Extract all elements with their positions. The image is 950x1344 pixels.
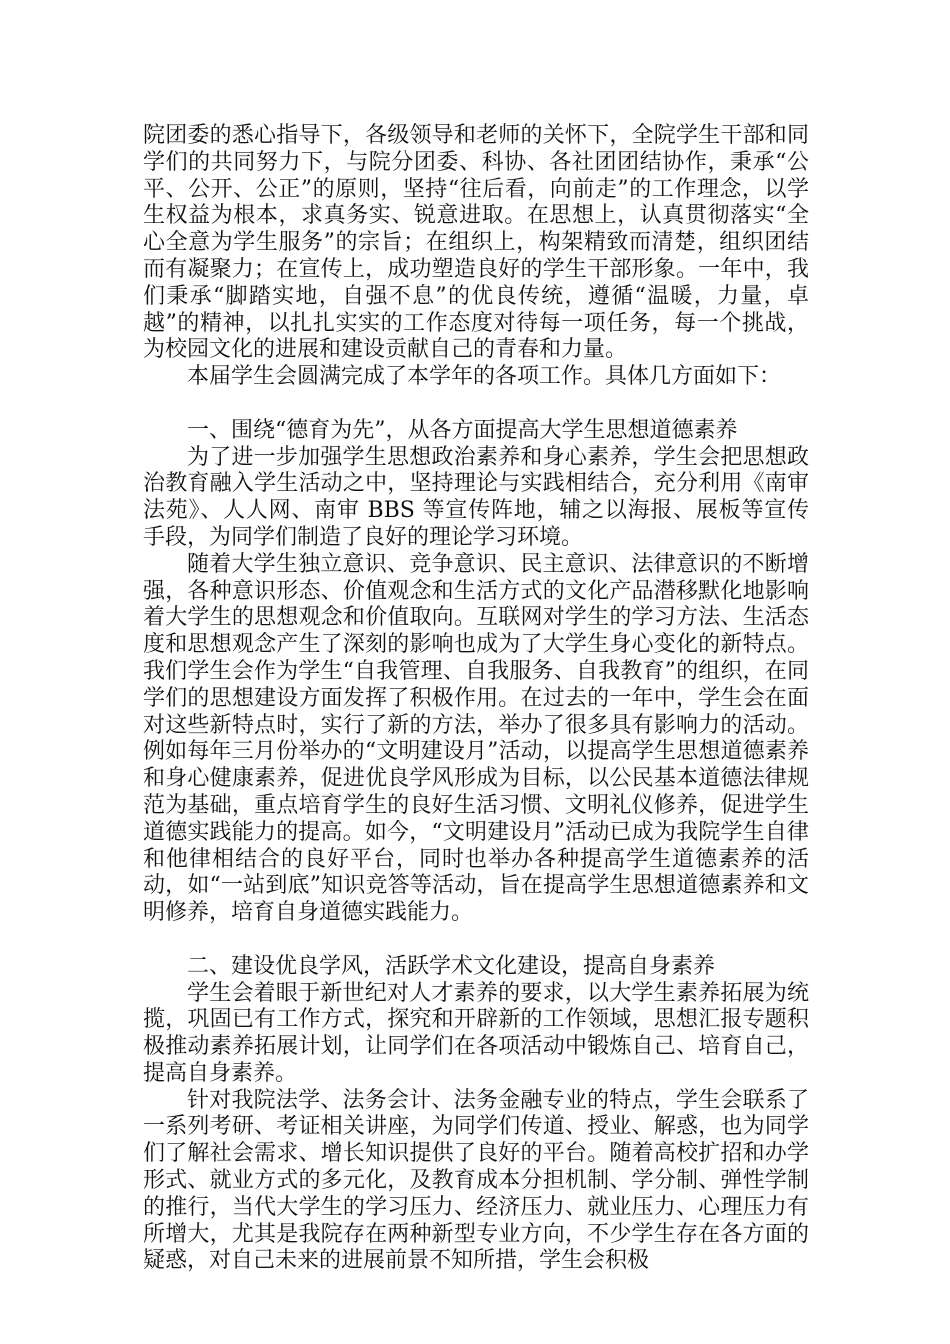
section-heading-2: 二、建设优良学风，活跃学术文化建设，提高自身素养 <box>187 953 716 979</box>
paragraph-intro-continued: 院团委的悉心指导下，各级领导和老师的关怀下，全院学生干部和同学们的共同努力下，与院分团委、科协、各社团团结协作，秉承“公平、公开、公正”的原则，坚持“往后看，向前走”的工作理念，以学生权益为根本，求真务实、锐意进取。在思想上，认真贯彻落实“全心全意为学生服务”的宗旨；在组织上，构架精致而清楚，组织团结而有凝聚力；在宣传上，成功塑造良好的学生干部形象。一年中，我们秉承“脚踏实地，自强不息”的优良传统，遵循“温暖，力量，卓越”的精神，以扎扎实实的工作态度对待每一项任务，每一个挑战，为校园文化的进展和建设贡献自己的青春和力量。 <box>143 123 809 363</box>
paragraph-summary: 本届学生会圆满完成了本学年的各项工作。具体几方面如下： <box>187 364 782 390</box>
section-heading-1: 一、围绕“德育为先”，从各方面提高大学生思想道德素养 <box>187 417 738 443</box>
blank-line <box>143 927 809 954</box>
paragraph-section1-b: 随着大学生独立意识、竞争意识、民主意识、法律意识的不断增强，各种意识形态、价值观念和生活方式的文化产品潜移默化地影响着大学生的思想观念和价值取向。互联网对学生的学习方法、生活态度和思想观念产生了深刻的影响也成为了大学生身心变化的新特点。我们学生会作为学生“自我管理、自我服务、自我教育”的组织，在同学们的思想建设方面发挥了积极作用。在过去的一年中，学生会在面对这些新特点时，实行了新的方法，举办了很多具有影响力的活动。例如每年三月份举办的“文明建设月”活动，以提高学生思想道德素养和身心健康素养，促进优良学风形成为目标，以公民基本道德法律规范为基础，重点培育学生的良好生活习惯、文明礼仪修养，促进学生道德实践能力的提高。如今，“文明建设月”活动已成为我院学生自律和他律相结合的良好平台，同时也举办各种提高学生道德素养的活动，如“一站到底”知识竞答等活动，旨在提高学生思想道德素养和文明修养，培育自身道德实践能力。 <box>143 551 809 926</box>
paragraph-section1-a: 为了进一步加强学生思想政治素养和身心素养，学生会把思想政治教育融入学生活动之中，坚持理论与实践相结合，充分利用《南审法苑》、人人网、南审 BBS 等宣传阵地，辅之以海报、展板等宣传手段，为同学们制造了良好的理论学习环境。 <box>143 444 809 550</box>
document-page <box>143 123 809 1275</box>
paragraph-section2-a: 学生会着眼于新世纪对人才素养的要求，以大学生素养拓展为统揽，巩固已有工作方式，探究和开辟新的工作领域，思想汇报专题积极推动素养拓展计划，让同学们在各项活动中锻炼自己、培育自己，提高自身素养。 <box>143 980 809 1086</box>
blank-line <box>143 391 809 418</box>
paragraph-section2-b: 针对我院法学、法务会计、法务金融专业的特点，学生会联系了一系列考研、考证相关讲座，为同学们传道、授业、解惑，也为同学们了解社会需求、增长知识提供了良好的平台。随着高校扩招和办学形式、就业方式的多元化，及教育成本分担机制、学分制、弹性学制的推行，当代大学生的学习压力、经济压力、就业压力、心理压力有所增大，尤其是我院存在两种新型专业方向，不少学生存在各方面的疑惑，对自己未来的进展前景不知所措，学生会积极 <box>143 1087 809 1274</box>
